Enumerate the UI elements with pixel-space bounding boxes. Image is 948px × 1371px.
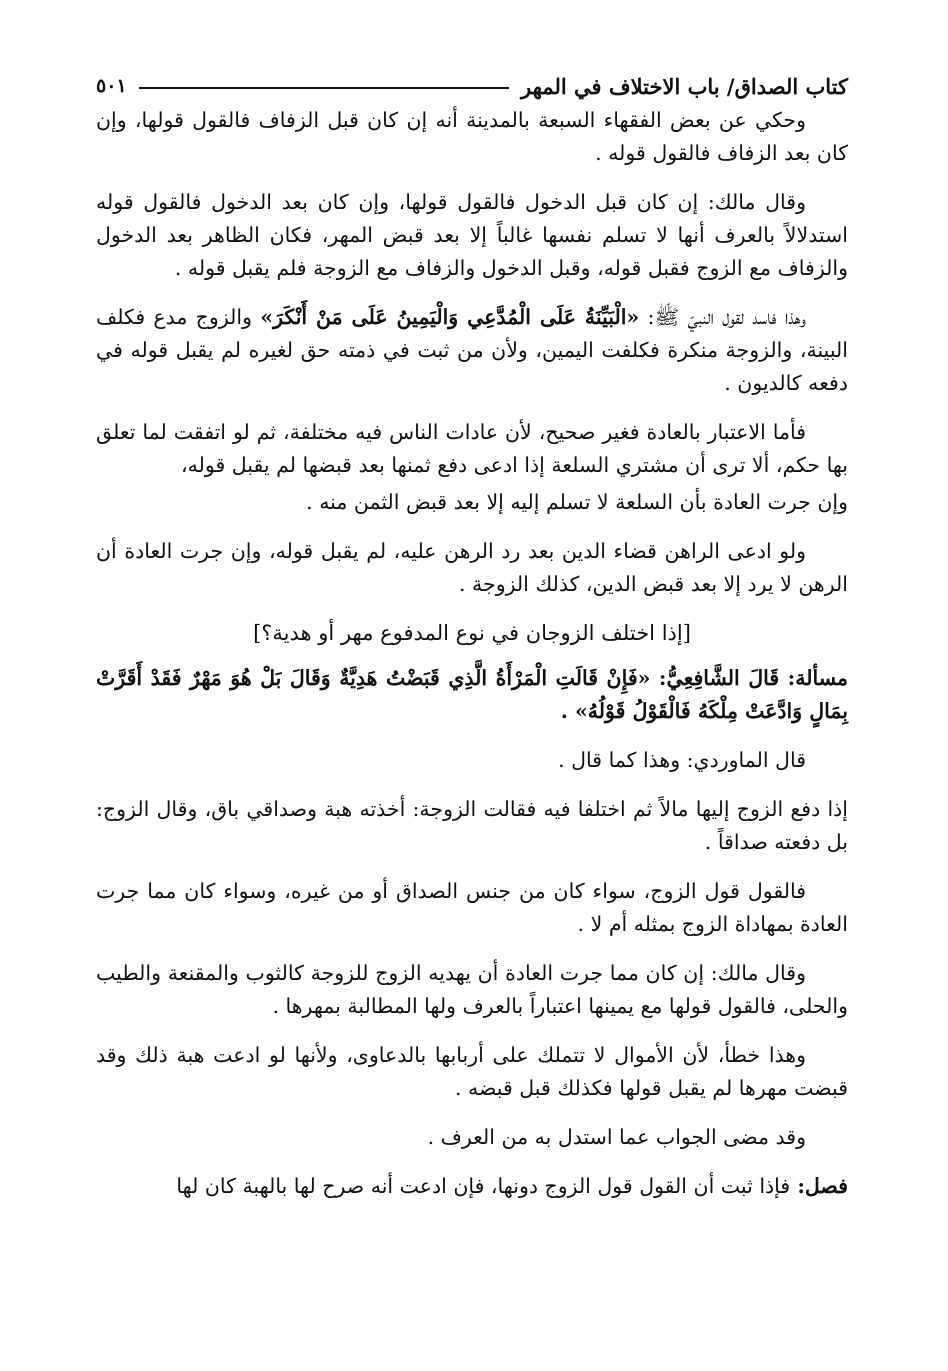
masala-label: مسألة: قَالَ الشَّافِعِيُّ: (650, 666, 848, 690)
paragraph-8: قال الماوردي: وهذا كما قال . (558, 748, 806, 772)
paragraph-11: وقال مالك: إن كان مما جرت العادة أن يهديه الزوج للزوجة كالثوب والمقنعة والطيب والحلى، فالقول قولها مع يمينها اعتباراً بالعرف ولها المطالبة بمهرها . (96, 961, 848, 1018)
paragraph-13: وقد مضى الجواب عما استدل به من العرف . (427, 1125, 806, 1149)
paragraph-3-intro: وهذا فاسد لقول النبيّ ﷺ: (639, 305, 806, 329)
running-header (96, 68, 848, 104)
paragraph-3 (96, 301, 848, 400)
paragraph-2: وقال مالك: إن كان قبل الدخول فالقول قولها، وإن كان بعد الدخول فالقول قوله استدلالاً بالعرف أنها لا تسلم نفسها غالباً إلا بعد قبض المهر، فكان الظاهر بعد الدخول والزفاف مع الزوج فقبل قوله، وقبل الدخول والزفاف مع الزوجة فلم يقبل قوله . (96, 190, 848, 280)
fasl-paragraph (96, 1170, 848, 1203)
paragraph-10: فالقول قول الزوج، سواء كان من جنس الصداق أو من غيره، وسواء كان مما جرت العادة بمهاداة الزوج بمثله أم لا . (96, 879, 848, 936)
page-body (96, 104, 848, 1203)
fasl-label: فصل: (790, 1174, 848, 1198)
page-number: ٥٠١ (96, 75, 127, 97)
paragraph-1: وحكي عن بعض الفقهاء السبعة بالمدينة أنه إن كان قبل الزفاف فالقول قولها، وإن كان بعد الزفاف فالقول قوله . (96, 108, 848, 165)
hadith-quote: «الْبَيِّنَةُ عَلَى الْمُدَّعِي وَالْيَمِينُ عَلَى مَنْ أَنْكَرَ» (260, 305, 640, 329)
shafii-quote: «فَإِنْ قَالَتِ الْمَرْأَةُ الَّذِي قَبَضْتُ هَدِيَّةٌ وَقَالَ بَلْ هُوَ مَهْرٌ فَقَدْ أَقَرَّتْ بِمَالٍ وَادَّعَتْ مِلْكَهُ فَالْقَوْلُ قَوْلُهُ» . (96, 666, 848, 723)
header-rule (139, 87, 509, 89)
paragraph-12: وهذا خطأ، لأن الأموال لا تتملك على أربابها بالدعاوى، ولأنها لو ادعت هبة ذلك وقد قبضت مهرها لم يقبل قولها فكذلك قبل قبضه . (96, 1043, 848, 1100)
paragraph-3-rest: والزوج مدع فكلف البينة، والزوجة منكرة فكلفت اليمين، ولأن من ثبت في ذمته حق لغيره لم يقبل قوله في دفعه كالديون . (96, 305, 848, 395)
header-title: كتاب الصداق/ باب الاختلاف في المهر (521, 73, 848, 99)
masala-paragraph (96, 662, 848, 728)
paragraph-5: وإن جرت العادة بأن السلعة لا تسلم إليه إلا بعد قبض الثمن منه . (306, 490, 848, 514)
paragraph-4: فأما الاعتبار بالعادة فغير صحيح، لأن عادات الناس فيه مختلفة، ثم لو اتفقت لما تعلق بها حكم، ألا ترى أن مشتري السلعة إذا ادعى دفع ثمنها بعد قبضها لم يقبل قوله، (96, 420, 848, 477)
section-heading: [إذا اختلف الزوجان في نوع المدفوع مهر أو هدية؟] (253, 621, 691, 645)
fasl-text: فإذا ثبت أن القول قول الزوج دونها، فإن ادعت أنه صرح لها بالهبة كان لها (176, 1174, 791, 1198)
paragraph-9: إذا دفع الزوج إليها مالاً ثم اختلفا فيه فقالت الزوجة: أخذته هبة وصداقي باق، وقال الزوج: بل دفعته صداقاً . (96, 797, 848, 854)
paragraph-6: ولو ادعى الراهن قضاء الدين بعد رد الرهن عليه، لم يقبل قوله، وإن جرت العادة أن الرهن لا يرد إلا بعد قبض الدين، كذلك الزوجة . (96, 539, 848, 596)
